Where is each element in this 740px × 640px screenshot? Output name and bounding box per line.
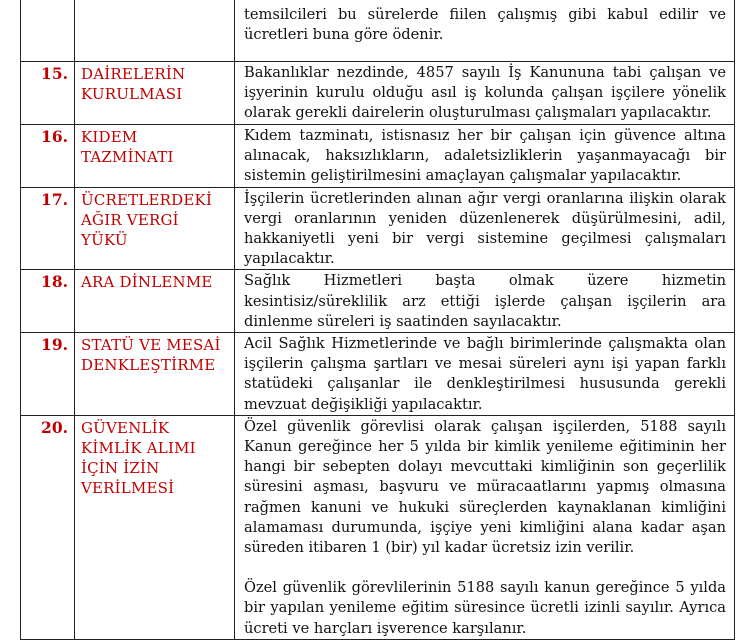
item-number: 18. (21, 270, 75, 333)
item-paragraph: Özel güvenlik görevlisi olarak çalışan işçilerden, 5188 sayılı Kanun gereğince her 5 yılda bir kimlik yenileme eğitiminin her hangi bir sebepten dolayı mevcuttaki kimliğinin son geçerlilik süresini aşması, başvuru ve müracaatlarını yapmış olmasına rağmen kanuni ve hukuki süreçlerden kaynaklanan kimliğini alamaması durumunda, işçiye yeni kimliğini alana kadar aşan süreden itibaren 1 (bir) yıl kadar ücretsiz izin verilir. (244, 417, 726, 557)
table-row (21, 270, 735, 333)
item-body (235, 333, 735, 416)
item-body (235, 62, 735, 125)
item-body (235, 270, 735, 333)
table-row (21, 62, 735, 125)
item-number: 17. (21, 187, 75, 270)
item-title (75, 0, 235, 62)
table-row (21, 333, 735, 416)
item-number (21, 0, 75, 62)
item-title: KIDEM TAZMİNATI (75, 125, 235, 188)
item-title: DAİRELERİN KURULMASI (75, 62, 235, 125)
item-paragraph: Sağlık Hizmetleri başta olmak üzere hizmetin kesintisiz/süreklilik arz ettiği işlerde çalışan işçilerin ara dinlenme süreleri iş saatinden sayılacaktır. (244, 272, 726, 330)
item-body (235, 415, 735, 639)
item-title: STATÜ VE MESAİ DENKLEŞTİRME (75, 333, 235, 416)
table-row (21, 187, 735, 270)
item-paragraph: Bakanlıklar nezdinde, 4857 sayılı İş Kanununa tabi çalışan ve işyerinin kurulu olduğu asıl iş kolunda çalışan işçilere yönelik olarak gerekli dairelerin oluşturulması çalışmaları yapılacaktır. (244, 64, 726, 122)
item-paragraph: Acil Sağlık Hizmetlerinde ve bağlı birimlerinde çalışmakta olan işçilerin çalışma şartları ve mesai süreleri aynı işi yapan farklı statüdeki çalışanlar ile denkleştirilmesi hususunda gerekli mevzuat değişikliği yapılacaktır. (244, 335, 726, 413)
item-paragraph: Kıdem tazminatı, istisnasız her bir çalışan için güvence altına alınacak, haksızlıkların, adaletsizliklerin yaşanmayacağı bir sistemin geliştirilmesini amaçlayan çalışmalar yapılacaktır. (244, 127, 726, 185)
item-number: 15. (21, 62, 75, 125)
table-row (21, 125, 735, 188)
table-row (21, 415, 735, 639)
item-title: ARA DİNLENME (75, 270, 235, 333)
item-number: 20. (21, 415, 75, 639)
item-title: ÜCRETLERDEKİ AĞIR VERGİ YÜKÜ (75, 187, 235, 270)
item-body (235, 125, 735, 188)
provisions-table (20, 0, 735, 640)
item-number: 16. (21, 125, 75, 188)
item-title: GÜVENLİK KİMLİK ALIMI İÇİN İZİN VERİLMESİ (75, 415, 235, 639)
item-paragraph: temsilcileri bu sürelerde fiilen çalışmış gibi kabul edilir ve ücretleri buna göre ödenir. (244, 6, 726, 44)
item-number: 19. (21, 333, 75, 416)
item-body (235, 187, 735, 270)
table-row (21, 0, 735, 62)
item-paragraph: İşçilerin ücretlerinden alınan ağır vergi oranlarına ilişkin olarak vergi oranlarının yeniden düzenlenerek düşürülmesini, adil, hakkaniyetli yeni bir vergi sistemine geçilmesi çalışmaları yapılacaktır. (244, 189, 726, 268)
item-paragraph: Özel güvenlik görevlilerinin 5188 sayılı kanun gereğince 5 yılda bir yapılan yenileme eğitim süresince ücretli izinli sayılır. Ayrıca ücreti ve harçları işverence karşılanır. (244, 579, 726, 637)
item-body (235, 0, 735, 62)
